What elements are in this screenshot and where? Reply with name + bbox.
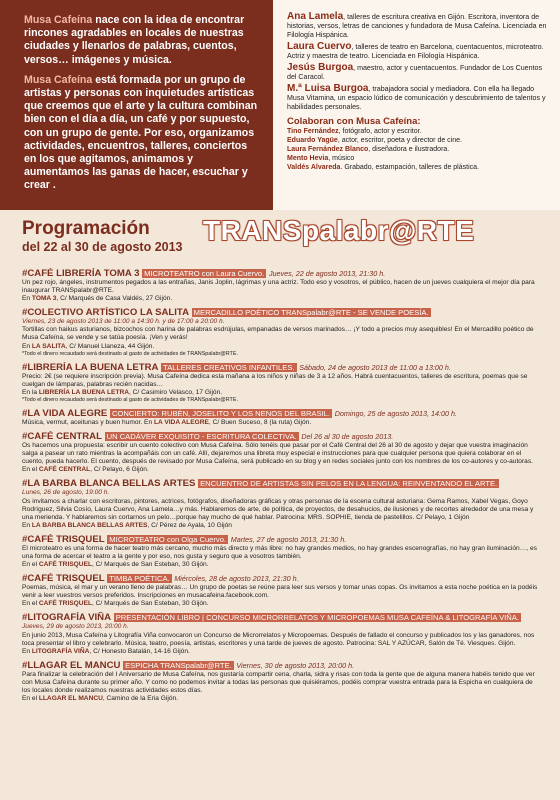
event-activity: ESPICHA TRANSpalabr@RTE. — [125, 660, 232, 670]
festival-logo: TRANSpalabr@RTE — [203, 215, 475, 246]
event-venue: #CAFÉ CENTRAL — [22, 431, 102, 443]
location-venue: CAFÉ CENTRAL — [38, 466, 91, 474]
bio-text: , talleres de teatro en Barcelona, cuentacuentos, microteatro. Actriz y maestra de teatro. Licenciada en Filología Hispánica. — [287, 43, 544, 60]
location-prefix: En — [22, 342, 32, 350]
event-title — [22, 660, 538, 671]
bio-text: , maestro, actor y cuentacuentos. Fundador de Los Cuentos del Caracol. — [287, 64, 543, 81]
location-venue: CAFÉ TRISQUEL — [38, 600, 92, 608]
location-prefix: En el — [22, 600, 39, 608]
event-description: En junio 2013, Musa Cafeína y Litografía Viña convocaron un Concurso de Microrrelatos y Micropoemas. Después de fallado el concurso y publicados los y las ganadores, nos toca presentar el libro y celebrarlo. Música, teatro, poesía, artistas, escritores y una tarde de jueves de agosto. Patrocina: SAL Y AZÚCAR, Salón de Té. Viesques. Gijón. — [22, 631, 535, 647]
intro-paragraph-1 — [24, 14, 259, 67]
event-item — [22, 431, 538, 474]
event-activity: TALLERES CREATIVOS INFANTILES. — [163, 362, 295, 372]
event-location — [22, 466, 538, 474]
event-date: Sábado, 24 de agosto 2013 de 11:00 a 13:00 h. — [299, 362, 451, 372]
bio-laura — [287, 42, 552, 61]
event-title — [22, 362, 538, 373]
event-note: *Todo el dinero recaudado será destinado al gasto de actividades de TRANSpalabr@RTE. — [22, 350, 238, 357]
location-address: , C/ Marqués de Casa Valdés, 27 Gijón. — [56, 295, 173, 303]
collaborator-name: Mento Hevia — [287, 155, 329, 162]
intro-paragraph-2 — [24, 74, 259, 193]
location-prefix: En el — [22, 561, 39, 569]
event-description: Para finalizar la celebración del I Aniversario de Musa Cafeína, nos gustaría compartir cena, charla, sidra y risas con toda la gente que de alguna manera habéis tenido que ver con Musa Cafeína durante su primer año. Y como no podemos invitar a todas las personas que quisiéramos, podéis comprar vuestra entrada para la Espicha en cualquiera de los locales donde realizamos nuestras actividades estos días. — [22, 670, 535, 694]
event-note: *Todo el dinero recaudado será destinado al gasto de actividades de TRANSpalabr@RTE. — [22, 396, 238, 403]
event-activity: ENCUENTRO DE ARTISTAS SIN PELOS EN LA LENGUA: REINVENTANDO EL ARTE. — [200, 479, 498, 489]
bio-text: , trabajadora social y mediadora. Con ella ha llegado Musa Vitamina, un espacio lúdico de comunicación y descubrimiento de talentos y habilidades personales. — [287, 85, 546, 111]
event-venue: #CAFÉ TRISQUEL — [22, 533, 105, 545]
location-venue: LIBRERÍA LA BUENA LETRA — [38, 388, 129, 396]
event-activity: MICROTEATRO con Olga Cuervo. — [109, 534, 227, 544]
location-address: , C/ Manuel Llaneza, 44 Gijón. — [65, 342, 155, 350]
collaborator-name: Tino Fernández — [287, 128, 339, 135]
intro-text: está formada por un grupo de artistas y personas con inquietudes artísticas que creemos que el arte y la cultura combinan bien con el día a día, un café y por supuesto, con un grupo de gente. Por eso, organizamos actividades, encuentros, talleres, conciertos en los que agitamos, animamos y aumentamos las ganas de hacer, escuchar y crear . — [24, 73, 258, 192]
location-address: , C/ Buen Suceso, 8 (la ruta) Gijón. — [208, 418, 312, 426]
brand-name: Musa Cafeína — [24, 73, 93, 86]
event-venue: #CAFÉ TRISQUEL — [22, 573, 105, 585]
event-activity: MICROTEATRO con Laura Cuervo. — [144, 269, 265, 278]
collaborator-item — [287, 154, 552, 163]
event-title — [22, 307, 538, 318]
event-activity: MERCADILLO POÉTICO TRANSpalabr@RTE - SE VENDE POESÍA. — [193, 308, 429, 318]
location-venue: CAFÉ TRISQUEL — [38, 561, 92, 569]
bio-name: Jesús Burgoa — [287, 62, 354, 73]
location-address: , C/ Pérez de Ayala, 10 Gijón — [147, 521, 232, 529]
event-title — [22, 408, 538, 419]
location-venue: LITOGRAFÍA VIÑA — [31, 647, 90, 655]
event-title — [22, 573, 538, 584]
events-list — [22, 268, 538, 707]
collaborator-text: , fotógrafo, actor y escritor. — [338, 128, 422, 135]
program-title: Programación — [22, 218, 150, 239]
bio-text: , talleres de escritura creativa en Gijón. Escritora, inventora de historias, versos, letras de canciones y fundadora de Musa Cafeína. Licenciada en Filología Hispánica. — [287, 13, 547, 39]
location-prefix: En el — [22, 695, 39, 703]
location-address: , C/ Casimiro Velasco, 17 Gijón. — [129, 388, 223, 396]
location-prefix: Música, vermut, aceitunas y buen humor. En — [22, 418, 154, 426]
event-item — [22, 362, 538, 404]
location-address: , C/ Marqués de San Esteban, 30 Gijón. — [92, 561, 209, 569]
collaborator-item — [287, 145, 552, 154]
event-item — [22, 534, 538, 569]
event-location — [22, 343, 538, 351]
event-description: Tortillas con haikus asturianos, bizcochos con harina de palabras esdrújulas, empanadas de versos marinados… ¡Y todo a precios muy asequibles! En el Mercadillo poético de Musa Cafeína, se vende y se tatúa poesía. ¡Ven y verás! — [22, 326, 534, 342]
collaborators-title: Colaboran con Musa Cafeína: — [287, 116, 421, 127]
collaborator-item — [287, 136, 552, 145]
location-address: , C/ Honesto Batalán, 14-16 Gijón. — [89, 647, 190, 655]
bio-ana — [287, 12, 552, 40]
event-location — [22, 522, 538, 530]
intro-text: nace con la idea de encontrar rincones agradables en locales de nuestras ciudades y llenarlos de palabras, cuentos, versos… imágenes y música. — [24, 14, 245, 66]
event-item — [22, 573, 538, 608]
collaborator-name: Laura Fernández Blanco — [287, 146, 369, 153]
event-activity: UN CADÁVER EXQUISITO - ESCRITURA COLECTIVA. — [106, 432, 297, 442]
event-title — [22, 431, 538, 442]
event-venue: #LITOGRAFÍA VIÑA — [22, 612, 112, 624]
collaborator-item — [287, 163, 552, 172]
event-title — [22, 534, 538, 545]
intro-panel — [0, 0, 273, 210]
event-description: Un pez rojo, ángeles, instrumentos pegados a las entrañas, Janis Joplin, lágrimas y una actriz. Todo eso y vosotros, el público, hacen de un jueves cualquiera el mejor día para inaugurar TRANSpalabr@RTE. — [22, 279, 535, 295]
event-description: Os invitamos a charlar con escritoras, pintores, actrices, fotógrafos, diseñadoras gráficas y otras personas de la escena cultural asturiana: Gema Ramos, Xabel Vegas, Goyo Rodríguez, Silvia Cosío, Laura Cuervo, Ana Lamela…y más. Hablaremos de arte, de política, de proyectos, de desahucios, de ilusiones y de recortes alrededor de una mesa y una merienda. Y hablaremos sin cortarnos un pelo…porque hay mucho de qué hablar. Patrocina: MRS. SOPHIE, tienda de pastelillos. C/ Pelayo, 1 Gijón — [22, 497, 534, 521]
location-prefix: En — [22, 521, 32, 529]
location-venue: LA VIDA ALEGRE — [153, 418, 209, 426]
bio-name: Ana Lamela — [287, 11, 344, 22]
event-venue: #LIBRERÍA LA BUENA LETRA — [22, 361, 159, 373]
event-title — [22, 478, 538, 489]
location-venue: LA BARBA BLANCA BELLAS ARTES — [31, 521, 148, 529]
event-date: Martes, 27 de agosto 2013, 21:30 h. — [230, 534, 347, 544]
brand-name: Musa Cafeína — [24, 14, 93, 26]
event-date: Jueves, 29 de agosto 2013, 20:00 h. — [22, 623, 129, 631]
collaborator-text: , músico — [328, 155, 355, 162]
event-item — [22, 612, 538, 655]
program-heading — [22, 218, 183, 254]
location-venue: LLAGAR EL MANCU — [38, 695, 103, 703]
event-venue: #LA VIDA ALEGRE — [22, 407, 108, 419]
location-prefix: En — [22, 295, 32, 303]
collaborator-item — [287, 127, 552, 136]
event-date: Del 26 al 30 de agosto 2013. — [301, 432, 394, 442]
event-venue: #LLAGAR EL MANCU — [22, 659, 121, 671]
bio-maluisa — [287, 84, 552, 112]
event-activity: TIMBA POÉTICA. — [109, 574, 170, 584]
event-date: Lunes, 26 de agosto, 19:00 h. — [22, 489, 110, 497]
event-date: Viernes, 30 de agosto 2013, 20:00 h. — [236, 660, 355, 670]
event-location — [22, 561, 538, 569]
event-location — [22, 389, 538, 397]
event-description: Poemas, música, el mar y un verano lleno de palabras… Un grupo de poetas se reúne para leer sus versos y tomar unas copas. Os invitamos a esta noche poética en la podéis venir a leer vuestros versos preferidos. Inscripciones en musacafeina.facebook.com. — [22, 584, 538, 600]
location-venue: TOMA 3 — [31, 295, 57, 303]
event-date: Domingo, 25 de agosto 2013, 14:00 h. — [334, 408, 457, 418]
event-item — [22, 268, 538, 303]
collaborator-name: Valdés Alvareda — [287, 164, 341, 171]
collaborator-text: , actor, escritor, poeta y director de cine. — [337, 137, 462, 144]
location-address: , C/ Marqués de San Esteban, 30 Gijón. — [92, 600, 209, 608]
event-date: Jueves, 22 de agosto 2013, 21:30 h. — [268, 269, 386, 278]
event-description: Os hacemos una propuesta: escribir un cuento colectivo con Musa Cafeína. Sólo tenéis que pasar por el Café Central del 26 al 30 de agosto y dejar que vuestra imaginación salga a pasear un rato mientras la acompañáis con un café. Allí, dejaremos una libreta muy especial e instrucciones para que cualquier persona que quiera colaborar en el cuento, pueda hacerlo. El cuento, después de revisado por Musa Cafeína, será publicado en su blog y en redes sociales junto con los nombres de los co-autores y co-autoras. — [22, 442, 533, 466]
event-location — [22, 648, 538, 656]
event-date: Miércoles, 28 de agosto 2013, 21:30 h. — [174, 574, 299, 584]
event-activity: CONCIERTO: RUBÉN, JOSELITO Y LOS NENOS DEL BRASIL. — [111, 408, 331, 418]
location-prefix: En el — [22, 466, 39, 474]
location-address: , C/ Pelayo, 6 Gijón. — [90, 466, 149, 474]
collaborator-name: Eduardo Yagüe — [287, 137, 338, 144]
location-prefix: En la — [22, 388, 39, 396]
collaborator-text: , diseñadora e ilustradora. — [368, 146, 450, 153]
location-venue: LA SALITA — [31, 342, 66, 350]
event-title — [22, 612, 538, 623]
event-item — [22, 408, 538, 427]
event-date: Viernes, 23 de agosto 2013 de 11:00 a 14:30 h. y de 17:00 a 20:00 h. — [22, 318, 225, 326]
event-location — [22, 419, 538, 427]
event-description: El microteatro es una forma de hacer teatro más cercano, mucho más directo y más libre: no hay grandes medios, no hay grandes escenografías, no hay gran iluminación…, es una forma de acercar el teatro a la gente y por eso, nos gusta y seguro que a vosotros también. — [22, 544, 537, 560]
event-item — [22, 478, 538, 529]
event-item — [22, 660, 538, 703]
event-location — [22, 295, 538, 303]
bio-name: Laura Cuervo — [287, 41, 352, 52]
event-item — [22, 307, 538, 357]
event-venue: #CAFÉ LIBRERÍA TOMA 3 — [22, 268, 140, 279]
event-title — [22, 268, 538, 279]
location-prefix: En — [22, 647, 32, 655]
event-description: Precio: 2€ (se requiere inscripción previa). Musa Cafeína dedica esta mañana a los niños y niñas de 3 a 12 años. Habrá cuentacuentos, talleres de escritura, poemas que se cuelgan de lámparas, palabras recién nacidas… — [22, 372, 528, 388]
event-activity: PRESENTACIÓN LIBRO | CONCURSO MICRORRELATOS Y MICROPOEMAS MUSA CAFEÍNA & LITOGRAFÍA VIÑA. — [115, 613, 519, 623]
event-location — [22, 600, 538, 608]
collaborator-text: . Grabado, estampación, talleres de plástica. — [340, 164, 479, 171]
bio-jesus — [287, 63, 552, 82]
event-venue: #COLECTIVO ARTÍSTICO LA SALITA — [22, 307, 189, 319]
bios-panel — [273, 0, 560, 210]
event-venue: #LA BARBA BLANCA BELLAS ARTES — [22, 478, 196, 490]
bio-name: M.ª Luisa Burgoa — [287, 83, 369, 94]
location-address: , Camino de la Eria Gijón. — [102, 695, 178, 703]
event-location — [22, 695, 538, 703]
program-dates: del 22 al 30 de agosto 2013 — [22, 240, 183, 254]
header-panel — [0, 0, 560, 210]
